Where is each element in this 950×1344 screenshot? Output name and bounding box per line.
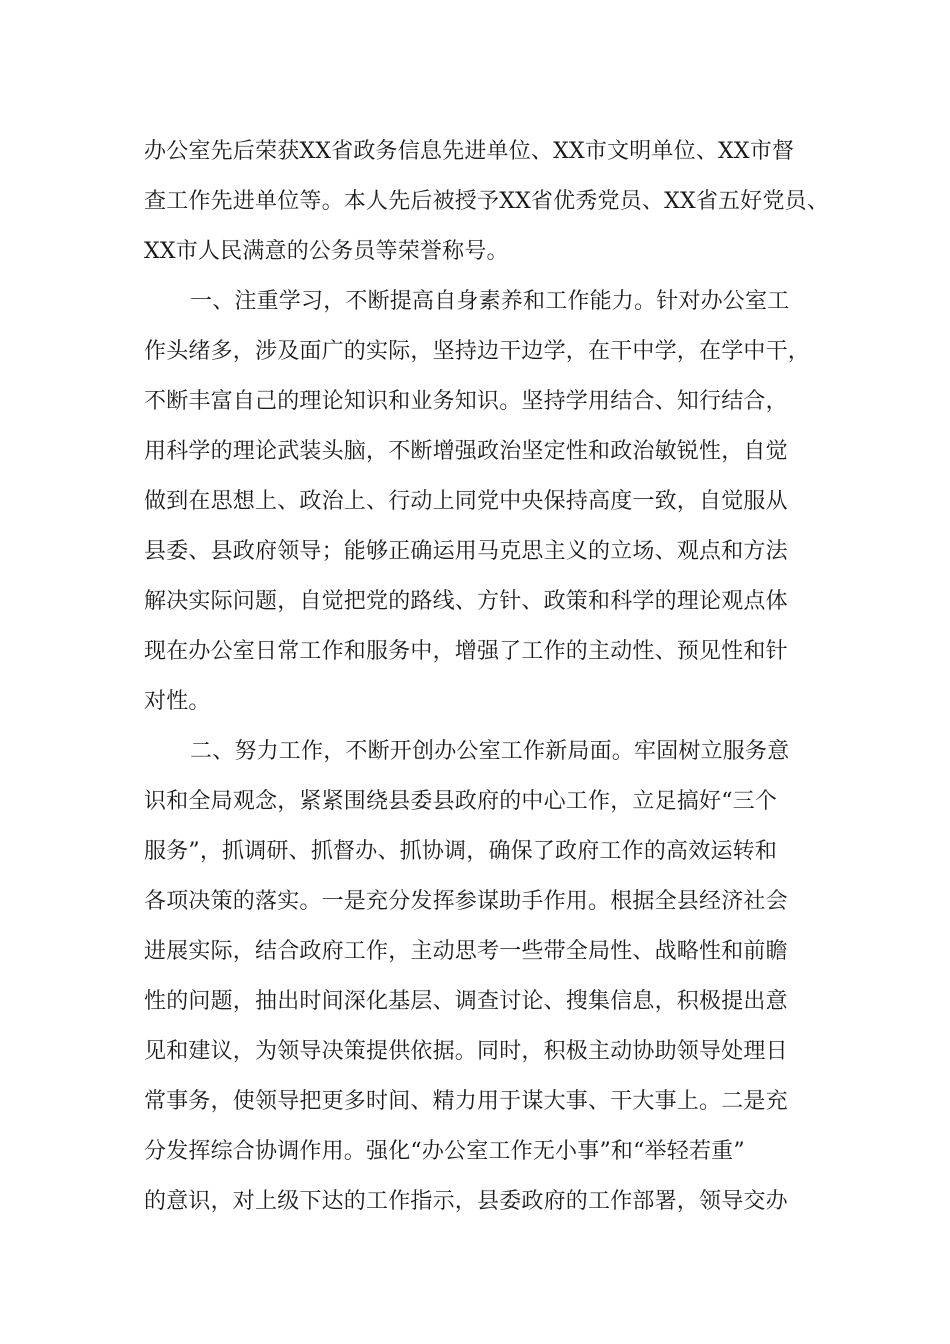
text-line: 做到在思想上、政治上、行动上同党中央保持高度一致，自觉服从 [144, 489, 788, 514]
text-line: 一、注重学习，不断提高自身素养和工作能力。针对办公室工 [190, 289, 790, 314]
text-line: 服务”，抓调研、抓督办、抓协调，确保了政府工作的高效运转和 [144, 839, 778, 864]
text-line: 分发挥综合协调作用。强化“办公室工作无小事”和“举轻若重” [144, 1139, 745, 1164]
text-line: 见和建议，为领导决策提供依据。同时，积极主动协助领导处理日 [144, 1039, 788, 1064]
text-line: 查工作先进单位等。本人先后被授予XX省优秀党员、XX省五好党员、 [144, 189, 830, 214]
text-line: 县委、县政府领导；能够正确运用马克思主义的立场、观点和方法 [144, 539, 788, 564]
text-line: 用科学的理论武装头脑，不断增强政治坚定性和政治敏锐性，自觉 [144, 439, 788, 464]
text-line: 进展实际，结合政府工作，主动思考一些带全局性、战略性和前瞻 [144, 939, 788, 964]
text-line: 不断丰富自己的理论知识和业务知识。坚持学用结合、知行结合， [144, 389, 788, 414]
text-line: 的意识，对上级下达的工作指示，县委政府的工作部署，领导交办 [144, 1189, 788, 1214]
text-line: 各项决策的落实。一是充分发挥参谋助手作用。根据全县经济社会 [144, 889, 788, 914]
text-line: 办公室先后荣获XX省政务信息先进单位、XX市文明单位、XX市督 [144, 139, 795, 164]
text-line: XX市人民满意的公务员等荣誉称号。 [144, 239, 509, 264]
text-line: 作头绪多，涉及面广的实际，坚持边干边学，在干中学，在学中干， [144, 339, 811, 364]
text-line: 解决实际问题，自觉把党的路线、方针、政策和科学的理论观点体 [144, 589, 788, 614]
text-line: 二、努力工作，不断开创办公室工作新局面。牢固树立服务意 [190, 739, 790, 764]
text-line: 常事务，使领导把更多时间、精力用于谋大事、干大事上。二是充 [144, 1089, 788, 1114]
text-line: 性的问题，抽出时间深化基层、调查讨论、搜集信息，积极提出意 [144, 989, 788, 1014]
text-line: 现在办公室日常工作和服务中，增强了工作的主动性、预见性和针 [144, 639, 788, 664]
text-line: 对性。 [144, 689, 211, 714]
text-line: 识和全局观念，紧紧围绕县委县政府的中心工作，立足搞好“三个 [144, 789, 778, 814]
